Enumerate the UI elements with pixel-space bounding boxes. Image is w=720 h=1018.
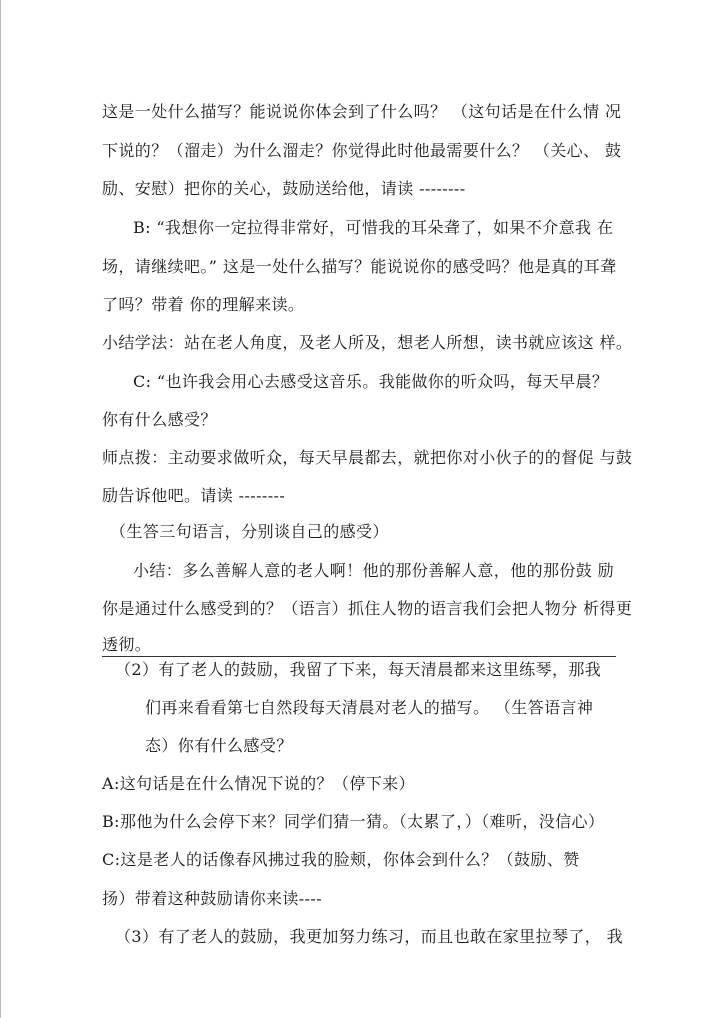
summary-line: 小结：多么善解人意的老人啊！他的那份善解人意，他的那份鼓 励 <box>133 561 615 580</box>
text-line: 这是一处什么描写？能说说你体会到了什么吗？ （这句话是在什么情 况 <box>102 102 622 121</box>
text-line: 励、安慰）把你的关心，鼓励送给他，请读 -------- <box>102 179 466 198</box>
text-line: B: “我想你一定拉得非常好，可惜我的耳朵聋了，如果不介意我 在 <box>133 218 614 237</box>
text-line: 态）你有什么感受？ <box>145 736 293 755</box>
section-heading: （3）有了老人的鼓励，我更加努力练习，而且也敢在家里拉琴了， 我 <box>115 927 624 946</box>
text-line: C: “也许我会用心去感受这音乐。我能做你的听众吗，每天早晨？ <box>133 372 609 391</box>
divider-line <box>102 656 616 657</box>
text-line: 们再来看看第七自然段每天清晨对老人的描写。 （生答语言神 <box>145 698 594 717</box>
text-line: 透彻。 <box>102 635 152 654</box>
text-line: 了吗？带着 你的理解来读。 <box>102 295 305 314</box>
text-line: 师点拨：主动要求做听众，每天早晨都去，就把你对小伙子的的督促 与鼓 <box>102 448 633 467</box>
text-line: 你是通过什么感受到的？（语言）抓住人物的语言我们会把人物分 析得更 <box>102 599 633 618</box>
text-line: 场，请继续吧。” 这是一处什么描写？能说说你的感受吗？他是真的耳聋 <box>102 257 617 276</box>
text-line: B:那他为什么会停下来？同学们猜一猜。（太累了，）（难听，没信心） <box>102 812 605 831</box>
summary-line: 小结学法：站在老人角度，及老人所及，想老人所想，读书就应该这 样。 <box>102 333 633 352</box>
text-line: 下说的？（溜走）为什么溜走？你觉得此时他最需要什么？ （关心、 鼓 <box>102 141 622 160</box>
text-line: C:这是老人的话像春风拂过我的脸颊，你体会到什么？（鼓励、赞 <box>102 850 580 869</box>
section-heading: （2）有了老人的鼓励，我留了下来，每天清晨都来这里练琴，那我 <box>115 660 602 679</box>
text-line: （生答三句语言，分别谈自己的感受） <box>110 522 389 541</box>
text-line: 你有什么感受？ <box>102 410 217 429</box>
page-left-edge <box>0 0 1 1018</box>
text-line: 励告诉他吧。请读 -------- <box>102 486 286 505</box>
text-line: A:这句话是在什么情况下说的？（停下来） <box>102 774 415 793</box>
text-line: 扬）带着这种鼓励请你来读---- <box>102 889 323 908</box>
